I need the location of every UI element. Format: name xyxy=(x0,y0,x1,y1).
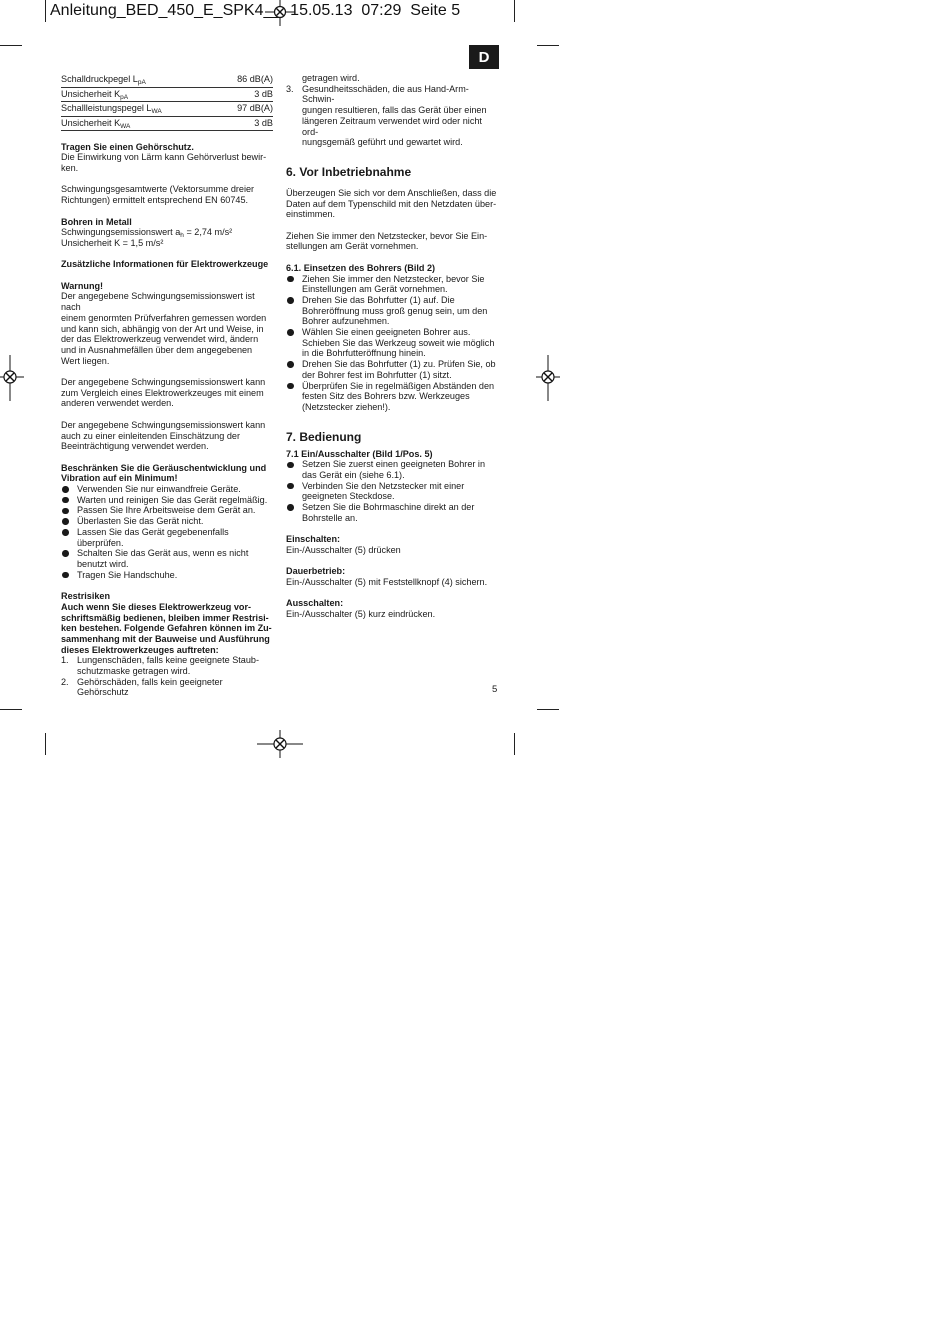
left-column xyxy=(61,73,273,698)
switch-on-title: Einschalten: xyxy=(286,534,341,545)
spec-value: 97 dB(A) xyxy=(237,103,273,113)
assessment-text: Der angegebene Schwingungsemissionswert kann auch zu einer einleitenden Einschätzung der Beeinträchtigung verwendet werden. xyxy=(61,419,266,452)
list-item: Ziehen Sie immer den Netzstecker, bevor Sie Einstellungen am Gerät vornehmen. xyxy=(286,274,498,295)
hearing-protection-text: Die Einwirkung von Lärm kann Gehörverlust bewir- ken. xyxy=(61,152,267,174)
spec-row xyxy=(61,73,273,88)
crop-mark xyxy=(45,733,46,755)
crop-mark xyxy=(0,45,22,46)
crop-mark xyxy=(537,709,559,710)
switch-off-text: Ein-/Ausschalter (5) kurz eindrücken. xyxy=(286,609,436,620)
list-item: Drehen Sie das Bohrfutter (1) auf. Die Bohreröffnung muss groß genug sein, um den Bohrer aufzunehmen. xyxy=(286,295,498,327)
spec-label: Unsicherheit $K_{pA}$ xyxy=(61,88,129,101)
switch-off-title: Ausschalten: xyxy=(286,598,344,609)
spec-label: Schallleistungspegel $L_{WA}$ xyxy=(61,103,162,115)
residual-risks-list-cont xyxy=(286,73,498,148)
drilling-uncertainty: Unsicherheit K = 1,5 m/s² xyxy=(61,237,164,248)
list-item: Drehen Sie das Bohrfutter (1) zu. Prüfen Sie, ob der Bohrer fest im Bohrfutter (1) sitzt. xyxy=(286,359,498,380)
spec-row xyxy=(61,117,273,132)
section-7-heading: 7. Bedienung xyxy=(286,429,362,444)
residual-risks-intro: Auch wenn Sie dieses Elektrowerkzeug vor- schriftsmäßig bedienen, bleiben immer Restrisi- ken bestehen. Folgende Gefahren können im Zu- sammenhang mit der Bauweise und Ausführung dieses Elektrowerkzeuges auftreten: xyxy=(61,601,272,655)
spec-row xyxy=(61,102,273,117)
registration-mark-icon xyxy=(257,730,303,758)
warning-title: Warnung! xyxy=(61,280,104,291)
list-item: 3. Gesundheitsschäden, die aus Hand-Arm-Schwin- gungen resultieren, falls das Gerät über einen längeren Zeitraum verwendet wird oder nicht ord- nungsgemäß geführt und gewartet wird. xyxy=(286,83,487,148)
comparison-text: Der angegebene Schwingungsemissionswert kann zum Vergleich eines Elektrowerkzeuges mit einem anderen verwendet werden. xyxy=(61,377,266,409)
section-6-paragraph: Überzeugen Sie sich vor dem Anschließen, dass die Daten auf dem Typenschild mit den Netzdaten über- einstimmen. xyxy=(286,187,497,220)
spec-label: Schalldruckpegel $L_{pA}$ xyxy=(61,74,146,86)
section-6-1-list xyxy=(286,274,498,413)
crop-mark xyxy=(45,0,46,22)
crop-mark xyxy=(514,0,515,22)
print-slug: Anleitung_BED_450_E_SPK4__ 15.05.13 07:29 Seite 5 xyxy=(50,2,461,19)
list-item: Verbinden Sie den Netzstecker mit einer geeigneten Steckdose. xyxy=(286,481,498,502)
section-6-1-heading: 6.1. Einsetzen des Bohrers (Bild 2) xyxy=(286,262,436,273)
list-item: Passen Sie Ihre Arbeitsweise dem Gerät an. xyxy=(61,505,273,516)
section-7-1-heading: 7.1 Ein/Ausschalter (Bild 1/Pos. 5) xyxy=(286,448,433,459)
list-item: 1. Lungenschäden, falls keine geeignete Staub- schutzmaske getragen wird. xyxy=(61,655,260,677)
spec-value: 3 dB xyxy=(254,117,273,128)
limit-noise-title: Beschränken Sie die Geräuschentwicklung und Vibration auf ein Minimum! xyxy=(61,462,267,484)
spec-row xyxy=(61,88,273,103)
limit-noise-list xyxy=(61,484,273,580)
page-number: 5 xyxy=(492,684,498,695)
list-item: Schalten Sie das Gerät aus, wenn es nicht benutzt wird. xyxy=(61,548,273,569)
list-item: Setzen Sie die Bohrmaschine direkt an der Bohrstelle an. xyxy=(286,502,498,523)
list-item: Verwenden Sie nur einwandfreie Geräte. xyxy=(61,484,273,495)
additional-info-title: Zusätzliche Informationen für Elektrowerkzeuge xyxy=(61,259,269,270)
residual-risks-title: Restrisiken xyxy=(61,591,111,602)
list-item: Überprüfen Sie in regelmäßigen Abständen den festen Sitz des Bohrers bzw. Werkzeuges (Netzstecker ziehen!). xyxy=(286,381,498,413)
right-column xyxy=(286,73,498,620)
drilling-emission-value: Schwingungsemissionswert $a_h = 2,74$ m/s² xyxy=(61,227,233,240)
vibration-total-text: Schwingungsgesamtwerte (Vektorsumme dreier Richtungen) ermittelt entsprechend EN 60745. xyxy=(61,184,255,206)
continuous-operation-title: Dauerbetrieb: xyxy=(286,566,346,577)
list-item: Wählen Sie einen geeigneten Bohrer aus. Schieben Sie das Werkzeug soweit wie möglich in die Bohrfutteröffnung hinein. xyxy=(286,327,498,359)
registration-mark-icon xyxy=(536,355,560,401)
list-item: Tragen Sie Handschuhe. xyxy=(61,570,273,581)
section-6-heading: 6. Vor Inbetriebnahme xyxy=(286,164,412,179)
section-7-1-list xyxy=(286,459,498,523)
registration-mark-icon xyxy=(0,355,24,401)
list-item-continuation: getragen wird. xyxy=(302,73,360,83)
residual-risks-list xyxy=(61,655,273,698)
section-6-paragraph: Ziehen Sie immer den Netzstecker, bevor Sie Ein- stellungen am Gerät vornehmen. xyxy=(286,230,488,252)
list-item: Lassen Sie das Gerät gegebenenfalls überprüfen. xyxy=(61,527,273,548)
crop-mark xyxy=(537,45,559,46)
hearing-protection-title: Tragen Sie einen Gehörschutz. xyxy=(61,141,194,152)
crop-mark xyxy=(514,733,515,755)
crop-mark xyxy=(0,709,22,710)
warning-text: Der angegebene Schwingungsemissionswert ist nach einem genormten Prüfverfahren gemessen worden und kann sich, abhängig von der Art und Weise, in der das Elektrowerkzeug verwendet wird, ändern und in Ausnahmefällen über dem angegebenen Wert liegen. xyxy=(61,291,267,366)
spec-value: 86 dB(A) xyxy=(237,74,273,84)
list-item: Setzen Sie zuerst einen geeigneten Bohrer in das Gerät ein (siehe 6.1). xyxy=(286,459,498,480)
continuous-operation-text: Ein-/Ausschalter (5) mit Feststellknopf (4) sichern. xyxy=(286,577,488,588)
list-item: 2. Gehörschäden, falls kein geeigneter Gehörschutz xyxy=(61,676,223,698)
language-badge: D xyxy=(469,45,499,69)
list-item: Überlasten Sie das Gerät nicht. xyxy=(61,516,273,527)
spec-label: Unsicherheit $K_{WA}$ xyxy=(61,117,131,130)
switch-on-text: Ein-/Ausschalter (5) drücken xyxy=(286,544,401,555)
spec-value: 3 dB xyxy=(254,88,273,99)
drilling-metal-title: Bohren in Metall xyxy=(61,216,132,227)
list-item: Warten und reinigen Sie das Gerät regelmäßig. xyxy=(61,495,273,506)
spec-table xyxy=(61,73,273,131)
